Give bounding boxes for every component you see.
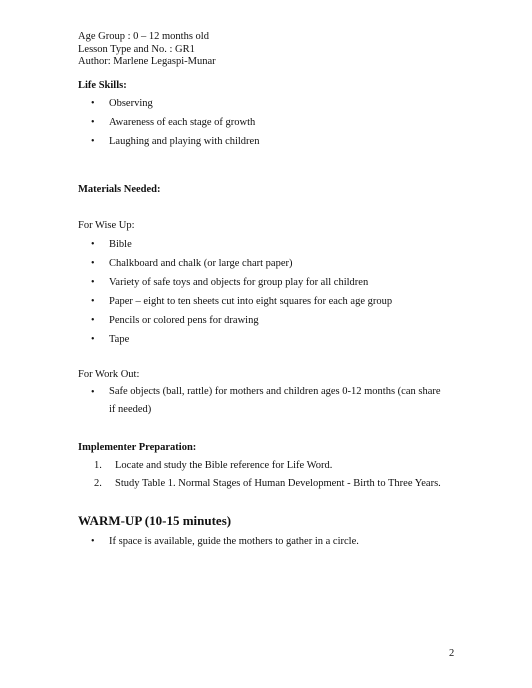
- bullet-icon: •: [91, 277, 95, 288]
- list-item: • Chalkboard and chalk (or large chart paper): [91, 258, 293, 269]
- lesson-header: [78, 31, 216, 69]
- list-item: • Awareness of each stage of growth: [91, 117, 256, 128]
- work-out-label: For Work Out:: [78, 369, 140, 380]
- preparation-list: [0, 460, 532, 496]
- list-item: • Pencils or colored pens for drawing: [91, 315, 259, 326]
- list-item: • Paper – eight to ten sheets cut into eight squares for each age group: [91, 296, 393, 307]
- bullet-icon: •: [91, 315, 95, 326]
- bullet-icon: •: [91, 258, 95, 269]
- lesson-type-line: Lesson Type and No. : GR1: [78, 43, 195, 55]
- wise-up-list: [0, 239, 532, 353]
- list-item: • Bible: [91, 239, 132, 250]
- bullet-icon: •: [91, 334, 95, 345]
- list-item: • Laughing and playing with children: [91, 136, 260, 147]
- preparation-heading: Implementer Preparation:: [78, 442, 197, 453]
- life-skills-heading: Life Skills:: [78, 80, 127, 91]
- warmup-list: [0, 536, 532, 555]
- list-item: 2. Study Table 1. Normal Stages of Human Development - Birth to Three Years.: [94, 478, 441, 489]
- list-item: • Variety of safe toys and objects for group play for all children: [91, 277, 369, 288]
- item-number: 2.: [94, 478, 102, 489]
- bullet-icon: •: [91, 117, 95, 128]
- item-number: 1.: [94, 460, 102, 471]
- list-item: • If space is available, guide the mothers to gather in a circle.: [91, 536, 359, 547]
- life-skills-list: [0, 98, 532, 155]
- bullet-icon: •: [91, 387, 95, 398]
- work-out-item: Safe objects (ball, rattle) for mothers and children ages 0-12 months (can share if needed): [109, 386, 441, 415]
- bullet-icon: •: [91, 296, 95, 307]
- list-item: • Observing: [91, 98, 153, 109]
- list-item: 1. Locate and study the Bible reference for Life Word.: [94, 460, 333, 471]
- page-number: 2: [449, 648, 455, 659]
- materials-heading: Materials Needed:: [78, 184, 161, 195]
- bullet-icon: •: [91, 239, 95, 250]
- warmup-heading: WARM-UP (10-15 minutes): [78, 513, 232, 528]
- wise-up-label: For Wise Up:: [78, 220, 135, 231]
- list-item: • Tape: [91, 334, 130, 345]
- bullet-icon: •: [91, 136, 95, 147]
- bullet-icon: •: [91, 536, 95, 547]
- bullet-icon: •: [91, 98, 95, 109]
- age-group-line: Age Group : 0 – 12 months old: [78, 31, 209, 42]
- author-line: Author: Marlene Legaspi-Munar: [78, 56, 216, 67]
